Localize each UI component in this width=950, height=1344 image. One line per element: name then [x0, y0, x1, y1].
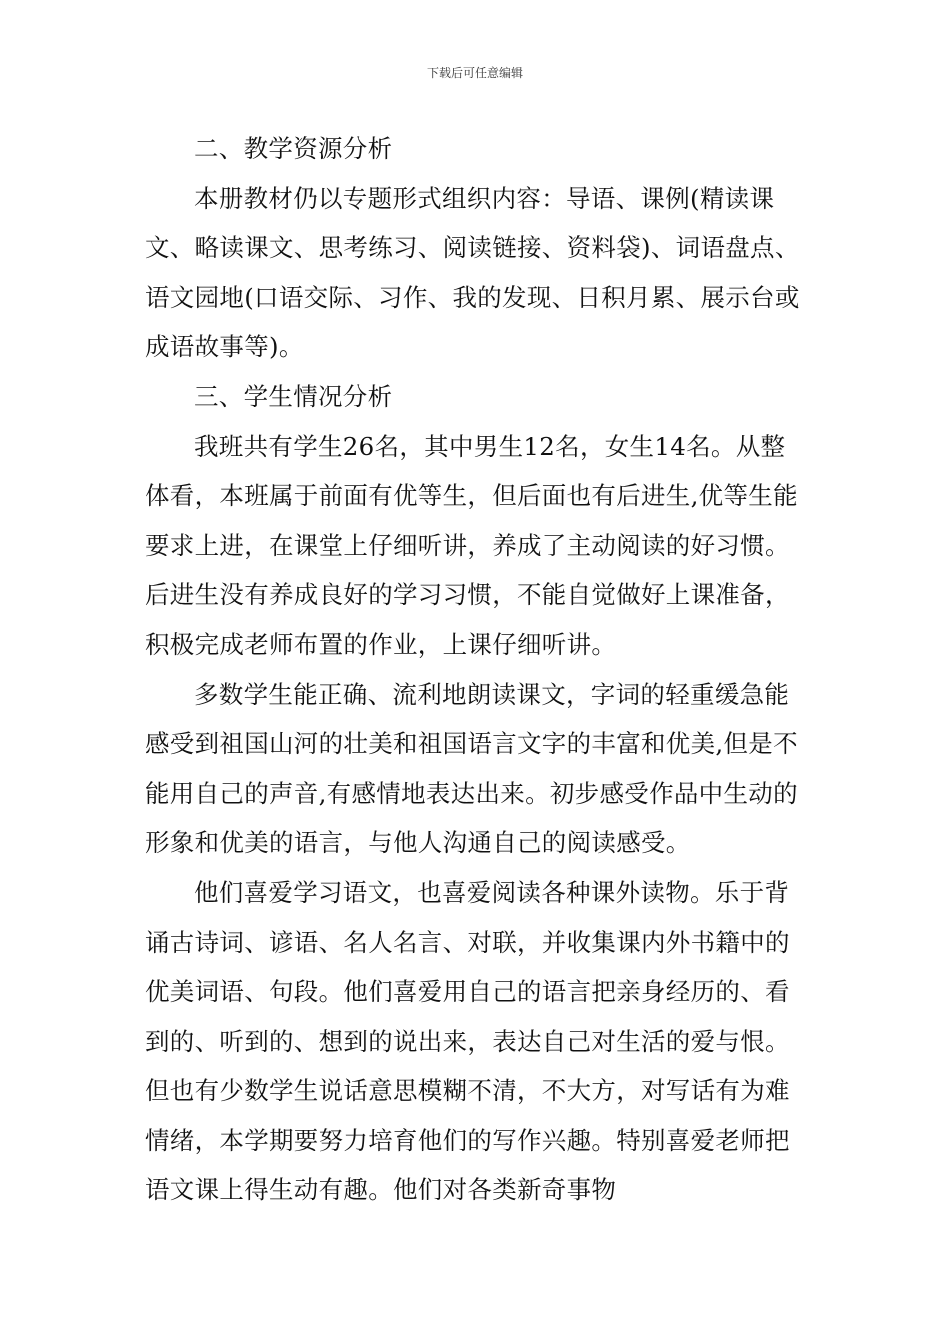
section-heading-resources: 二、教学资源分析: [194, 134, 393, 163]
paragraph-resources: 本册教材仍以专题形式组织内容：导语、课例(精读课文、略读课文、思考练习、阅读链接、资料袋)、词语盘点、语文园地(口语交际、习作、我的发现、日积月累、展示台或成语故事等)。: [145, 183, 800, 362]
section-heading-students: 三、学生情况分析: [194, 381, 393, 411]
header-note: 下载后可任意编辑: [426, 66, 523, 80]
document-body: [145, 124, 810, 1215]
paragraph-class-composition: 我班共有学生26名，其中男生12名，女生14名。从整体看，本班属于前面有优等生，但后面也有后进生,优等生能要求上进，在课堂上仔细听讲，养成了主动阅读的好习惯。后进生没有养成良好的学习习惯，不能自觉做好上课准备，积极完成老师布置的作业，上课仔细听讲。: [145, 431, 798, 659]
paragraph-interests: 他们喜爱学习语文，也喜爱阅读各种课外读物。乐于背诵古诗词、谚语、名人名言、对联，并收集课内外书籍中的优美词语、句段。他们喜爱用自己的语言把亲身经历的、看到的、听到的、想到的说出来，表达自己对生活的爱与恨。但也有少数学生说话意思模糊不清，不大方，对写话有为难情绪，本学期要努力培育他们的写作兴趣。特别喜爱老师把语文课上得生动有趣。他们对各类新奇事物: [145, 877, 790, 1205]
paragraph-reading-ability: 多数学生能正确、流利地朗读课文，字词的轻重缓急能感受到祖国山河的壮美和祖国语言文字的丰富和优美,但是不能用自己的声音,有感情地表达出来。初步感受作品中生动的形象和优美的语言，与他人沟通自己的阅读感受。: [145, 679, 798, 858]
